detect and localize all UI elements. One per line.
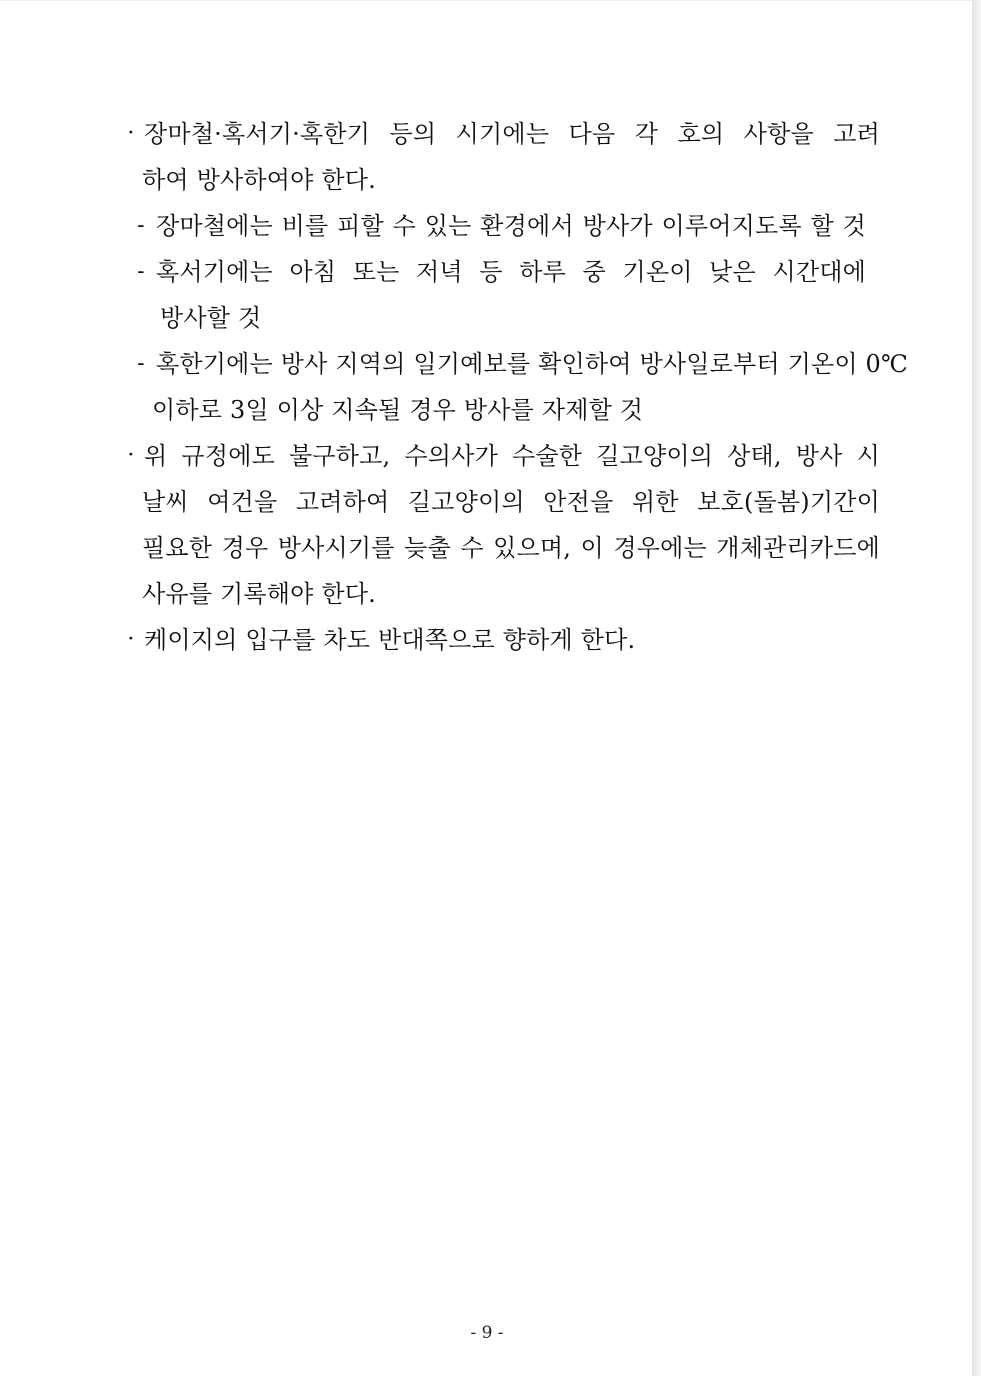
bullet-item-continuation: [118, 525, 888, 571]
bullet-text: 위 규정에도 불구하고, 수의사가 수술한 길고양이의 상태, 방사 시: [144, 442, 880, 470]
bullet-text: 하여 방사하여야 한다.: [142, 166, 376, 194]
dash-text: 혹서기에는 아침 또는 저녁 등 하루 중 기온이 낮은 시간대에: [156, 258, 866, 286]
bullet-text: 장마철·혹서기·혹한기 등의 시기에는 다음 각 호의 사항을 고려: [144, 120, 880, 148]
dash-text: 혹한기에는 방사 지역의 일기예보를 확인하여 방사일로부터 기온이 0℃: [156, 350, 909, 378]
page-number: - 9 -: [470, 1323, 504, 1343]
page-content: [118, 111, 909, 663]
bullet-item-line: [118, 111, 888, 157]
bullet-marker: ·: [127, 443, 135, 468]
bullet-text: 케이지의 입구를 차도 반대쪽으로 향하게 한다.: [144, 626, 636, 654]
bullet-item-line: [118, 617, 888, 663]
bullet-text: 사유를 기록해야 한다.: [142, 580, 376, 608]
bullet-item-continuation: [118, 479, 888, 525]
page-edge-shadow: [974, 0, 981, 1376]
dash-text: 장마철에는 비를 피할 수 있는 환경에서 방사가 이루어지도록 할 것: [156, 212, 866, 240]
dash-text: 이하로 3일 이상 지속될 경우 방사를 자제할 것: [152, 396, 644, 424]
bullet-item-line: [118, 433, 888, 479]
bullet-marker: ·: [127, 121, 135, 146]
dash-marker: -: [137, 259, 145, 284]
dash-item-line: [118, 249, 888, 295]
bullet-text: 날씨 여건을 고려하여 길고양이의 안전을 위한 보호(돌봄)기간이: [142, 488, 880, 516]
bullet-marker: ·: [127, 627, 135, 652]
dash-item-line: [118, 203, 888, 249]
bullet-text: 필요한 경우 방사시기를 늦출 수 있으며, 이 경우에는 개체관리카드에: [142, 534, 880, 562]
bullet-item-continuation: [118, 571, 888, 617]
bullet-item-continuation: [118, 157, 888, 203]
dash-item-line: [118, 341, 909, 387]
dash-marker: -: [137, 213, 145, 238]
dash-item-continuation: [118, 295, 888, 341]
dash-item-continuation: [118, 387, 888, 433]
dash-marker: -: [137, 351, 145, 376]
dash-text: 방사할 것: [160, 304, 262, 332]
